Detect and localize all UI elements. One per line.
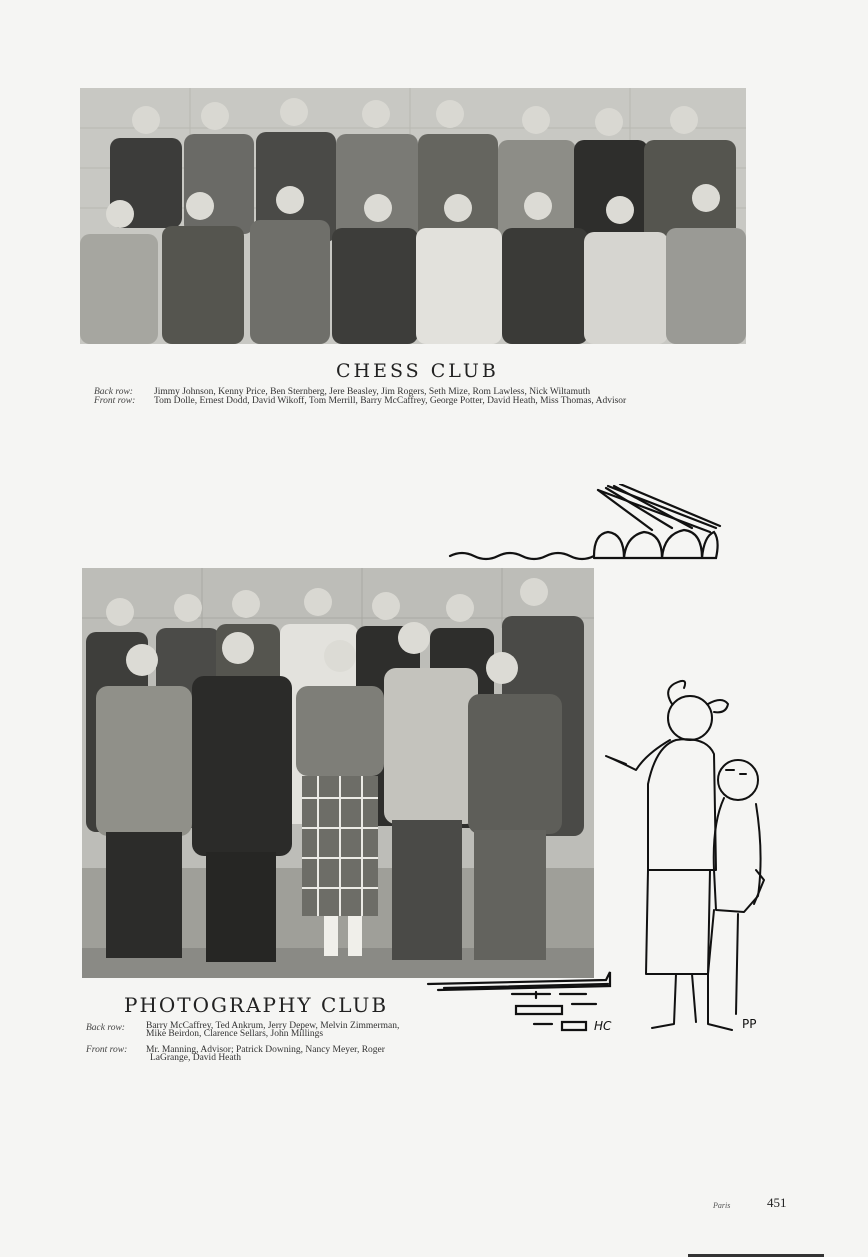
cartoon-drawing bbox=[596, 674, 776, 1036]
front-row-label: Front row: bbox=[94, 396, 136, 406]
back-row-names: Jimmy Johnson, Kenny Price, Ben Sternberg, Jere Beasley, Jim Rogers, Seth Mize, Rom Lawless, Nick Wiltamuth bbox=[154, 387, 591, 397]
front-row-names-line1: Mr. Manning, Advisor; Patrick Downing, Nancy Meyer, Roger bbox=[146, 1045, 385, 1055]
back-row-label: Back row: bbox=[86, 1023, 125, 1033]
chess-club-photo bbox=[80, 88, 746, 344]
front-row-label: Front row: bbox=[86, 1045, 128, 1055]
photography-club-title: PHOTOGRAPHY CLUB bbox=[124, 993, 389, 1017]
front-row-names-line2: LaGrange, David Heath bbox=[150, 1053, 242, 1063]
photography-club-photo bbox=[82, 568, 594, 978]
page-number: 451 bbox=[767, 1195, 787, 1210]
chess-club-caption bbox=[94, 388, 734, 418]
back-row-label: Back row: bbox=[94, 387, 133, 397]
back-row-names-line2: Mike Beirdon, Clarence Sellars, John Millings bbox=[146, 1029, 324, 1039]
cartoon-initials: PP bbox=[742, 1017, 757, 1031]
photography-club-caption bbox=[86, 1022, 486, 1070]
front-row-names: Tom Dolle, Ernest Dodd, David Wikoff, Tom Merrill, Barry McCaffrey, George Potter, David Heath, Miss Thomas, Advisor bbox=[154, 396, 627, 406]
back-row-names-line1: Barry McCaffrey, Ted Ankrum, Jerry Depew, Melvin Zimmerman, bbox=[146, 1021, 400, 1031]
bricks-initials: HC bbox=[594, 1019, 612, 1033]
chess-club-title: CHESS CLUB bbox=[336, 360, 499, 382]
footer-section-name: Paris bbox=[713, 1201, 731, 1210]
awning-drawing bbox=[448, 484, 723, 569]
